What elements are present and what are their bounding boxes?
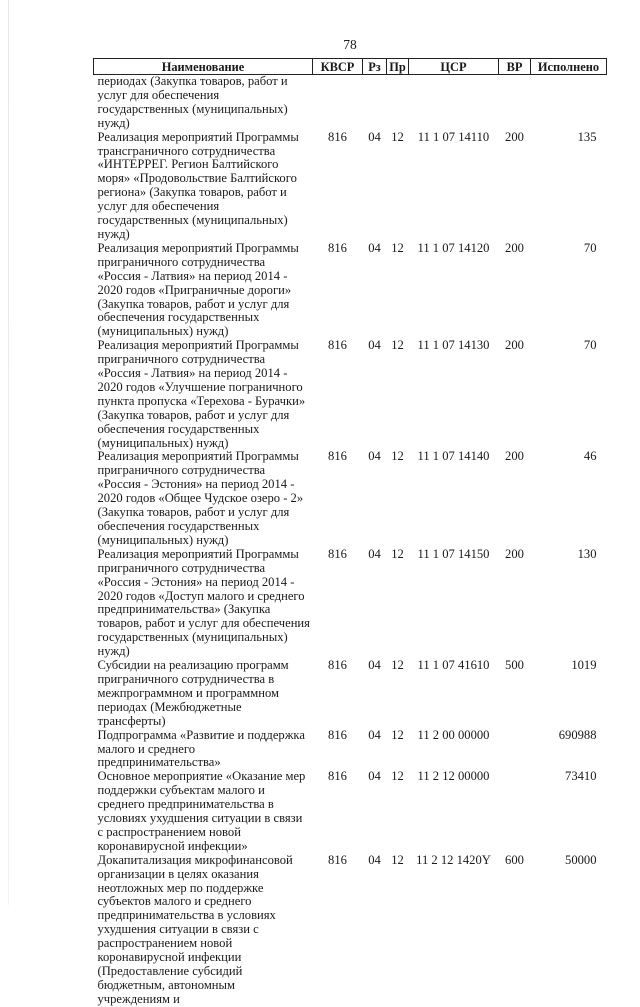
cell-rz: 04: [368, 852, 381, 867]
cell-vr: 500: [505, 658, 524, 673]
header-kvsr: КВСР: [313, 59, 363, 75]
table-header-row: [94, 59, 607, 75]
table-row: [94, 770, 607, 853]
cell-pr: 12: [391, 769, 404, 784]
cell-csr: 11 2 12 00000: [417, 769, 490, 784]
cell-csr: [409, 75, 499, 131]
cell-kvsr: 816: [328, 449, 347, 464]
cell-name: Докапитализация микрофинансовой организации в целях оказания неотложных мер по поддержке субъектов малого и среднего предпринимательства в условиях ухудшения ситуации в связи с распространением новой коронавирусной инфекции (Предоставление субсидий бюджетным, автономным учреждениям и: [97, 852, 293, 1006]
cell-kvsr: 816: [328, 852, 347, 867]
cell-kvsr: [313, 75, 363, 131]
cell-rz: 04: [368, 129, 381, 144]
cell-executed: [531, 75, 607, 131]
cell-vr: 200: [505, 129, 524, 144]
cell-rz: 04: [368, 240, 381, 255]
budget-table: [93, 58, 607, 1007]
cell-rz: 04: [368, 727, 381, 742]
cell-vr: 200: [505, 240, 524, 255]
table-row: [94, 75, 607, 131]
cell-name: Реализация мероприятий Программы приграничного сотрудничества «Россия - Эстония» на период 2014 - 2020 годов «Доступ малого и среднего предпринимательства» (Закупка товаров, работ и услуг для обеспечения государственных (муниципальных) нужд): [97, 546, 310, 659]
scan-margin-line: [8, 0, 9, 905]
cell-name: Основное мероприятие «Оказание мер поддержки субъектам малого и среднего предпринимательства в условиях ухудшения ситуации в связи с распространением новой коронавирусной инфекции»: [97, 769, 306, 853]
cell-pr: 12: [391, 658, 404, 673]
cell-name: Субсидии на реализацию программ приграничного сотрудничества в межпрограммном и программном периодах (Межбюджетные трансферты): [97, 658, 289, 728]
cell-executed: 135: [577, 129, 597, 144]
cell-rz: 04: [368, 546, 381, 561]
cell-csr: 11 2 00 00000: [417, 727, 490, 742]
cell-rz: 04: [368, 658, 381, 673]
cell-pr: 12: [391, 338, 404, 353]
cell-csr: 11 1 07 41610: [417, 658, 490, 673]
cell-pr: 12: [391, 240, 404, 255]
header-csr: ЦСР: [409, 59, 499, 75]
cell-name: Реализация мероприятий Программы приграничного сотрудничества «Россия - Латвия» на период 2014 - 2020 годов «Приграничные дороги» (Закупка товаров, работ и услуг для обеспечения государственных (муниципальных) нужд): [97, 240, 299, 339]
cell-vr: [499, 729, 531, 771]
page-number: 78: [343, 37, 357, 52]
cell-pr: 12: [391, 449, 404, 464]
table-row: [94, 729, 607, 771]
cell-kvsr: 816: [328, 546, 347, 561]
cell-name: Реализация мероприятий Программы приграничного сотрудничества «Россия - Эстония» на период 2014 - 2020 годов «Общее Чудское озеро - 2» (Закупка товаров, работ и услуг для обеспечения государственных (муниципальных) нужд): [97, 449, 304, 547]
cell-vr: 200: [505, 338, 524, 353]
cell-executed: 73410: [565, 769, 597, 784]
cell-vr: 200: [505, 449, 524, 464]
cell-kvsr: 816: [328, 240, 347, 255]
header-rz: Рз: [363, 59, 387, 75]
cell-rz: [363, 75, 387, 131]
cell-executed: 46: [583, 449, 597, 464]
cell-csr: 11 2 12 1420Y: [416, 852, 491, 867]
header-executed: Исполнено: [531, 59, 607, 75]
cell-csr: 11 1 07 14120: [417, 240, 490, 255]
cell-csr: 11 1 07 14110: [417, 129, 490, 144]
table-row: [94, 450, 607, 547]
cell-executed: 70: [583, 338, 597, 353]
cell-rz: 04: [368, 338, 381, 353]
table-row: [94, 854, 607, 1007]
cell-vr: 600: [505, 852, 524, 867]
cell-vr: [499, 75, 531, 131]
cell-pr: 12: [391, 852, 404, 867]
cell-vr: 200: [505, 546, 524, 561]
cell-executed: 130: [577, 546, 597, 561]
cell-name: Подпрограмма «Развитие и поддержка малого и среднего предпринимательства»: [97, 727, 305, 770]
table-row: [94, 548, 607, 659]
cell-pr: [387, 75, 409, 131]
cell-name: Реализация мероприятий Программы приграничного сотрудничества «Россия - Латвия» на период 2014 - 2020 годов «Улучшение пограничного пункта пропуска «Терехова - Бурачки» (Закупка товаров, работ и услуг для обеспечения государственных (муниципальных) нужд): [97, 338, 306, 450]
cell-pr: 12: [391, 546, 404, 561]
cell-pr: 12: [391, 129, 404, 144]
cell-rz: 04: [368, 449, 381, 464]
cell-executed: 50000: [565, 852, 597, 867]
cell-csr: 11 1 07 14130: [417, 338, 490, 353]
table-row: [94, 131, 607, 242]
cell-kvsr: 816: [328, 769, 347, 784]
header-pr: Пр: [387, 59, 409, 75]
cell-kvsr: 816: [328, 338, 347, 353]
cell-vr: [499, 770, 531, 853]
header-name: Наименование: [94, 59, 313, 75]
cell-name: Реализация мероприятий Программы трансграничного сотрудничества «ИНТЕРРЕГ. Регион Балтийского моря» «Продовольствие Балтийского региона» (Закупка товаров, работ и услуг для обеспечения государственных (муниципальных) нужд): [97, 129, 299, 241]
cell-csr: 11 1 07 14140: [417, 449, 490, 464]
cell-csr: 11 1 07 14150: [417, 546, 490, 561]
cell-executed: 1019: [571, 658, 597, 673]
table-row: [94, 659, 607, 729]
cell-pr: 12: [391, 727, 404, 742]
table-row: [94, 242, 607, 339]
table-row: [94, 339, 607, 450]
cell-rz: 04: [368, 769, 381, 784]
cell-kvsr: 816: [328, 129, 347, 144]
cell-executed: 690988: [558, 727, 597, 742]
cell-executed: 70: [583, 240, 597, 255]
cell-name: периодах (Закупка товаров, работ и услуг для обеспечения государственных (муниципальных) нужд): [97, 74, 288, 130]
cell-kvsr: 816: [328, 727, 347, 742]
cell-kvsr: 816: [328, 658, 347, 673]
header-vr: ВР: [499, 59, 531, 75]
